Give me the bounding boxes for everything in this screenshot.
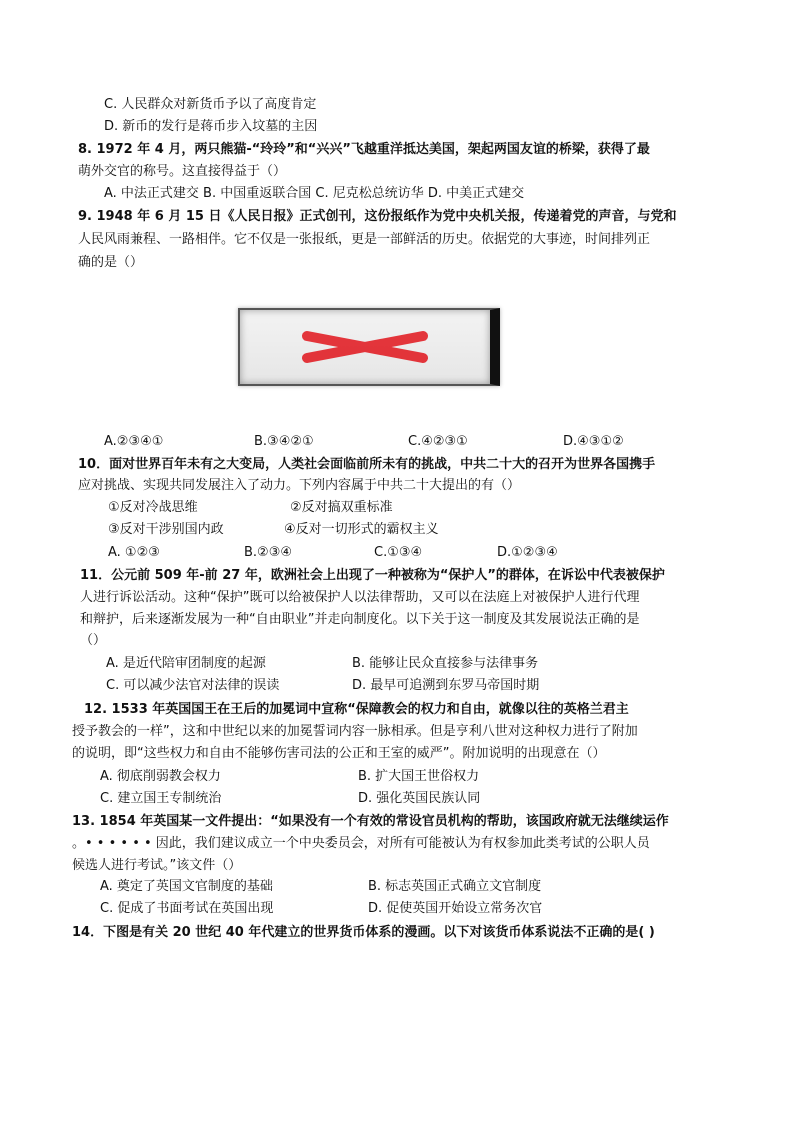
q11-stem-line1: 11．公元前 509 年-前 27 年，欧洲社会上出现了一种被称为“保护人”的群体，在诉讼中代表被保护 [80, 568, 665, 583]
q11-option-c: C. 可以减少法官对法律的误读 [106, 678, 280, 693]
q11-option-d: D. 最早可追溯到东罗马帝国时期 [352, 678, 540, 693]
q10-option-c: C.①③④ [374, 545, 423, 560]
q9-stem-line1: 9. 1948 年 6 月 15 日《人民日报》正式创刊，这份报纸作为党中央机关报，传递着党的声音，与党和 [78, 209, 677, 224]
q8-options: A. 中法正式建交 B. 中国重返联合国 C. 尼克松总统访华 D. 中美正式建交 [104, 186, 525, 201]
q8-stem-line2: 萌外交官的称号。这直接得益于（） [78, 164, 287, 179]
q13-option-d: D. 促使英国开始设立常务次官 [368, 901, 543, 916]
q11-stem-line3: 和辩护，后来逐渐发展为一种“自由职业”并走向制度化。以下关于这一制度及其发展说法正确的是 [80, 612, 640, 627]
q14-stem-line1: 14．下图是有关 20 世纪 40 年代建立的世界货币体系的漫画。以下对该货币体系说法不正确的是( ) [72, 925, 655, 940]
q12-option-d: D. 强化英国民族认同 [358, 791, 481, 806]
q9-stem-line3: 确的是（） [78, 255, 144, 270]
q11-stem-line2: 人进行诉讼活动。这种“保护”既可以给被保护人以法律帮助，又可以在法庭上对被保护人进行代理 [80, 590, 640, 605]
q9-option-a: A.②③④① [104, 434, 164, 449]
q10-item-2: ②反对搞双重标准 [290, 500, 393, 515]
q9-option-c: C.④②③① [408, 434, 468, 449]
q10-stem-line1: 10．面对世界百年未有之大变局，人类社会面临前所未有的挑战，中共二十大的召开为世界各国携手 [78, 457, 656, 472]
q13-option-c: C. 促成了书面考试在英国出现 [100, 901, 274, 916]
q13-stem-line1: 13. 1854 年英国某一文件提出：“如果没有一个有效的常设官员机构的帮助，该国政府就无法继续运作 [72, 814, 669, 829]
q11-stem-line4: （） [80, 633, 107, 648]
q12-stem-line2: 授予教会的一样”，这和中世纪以来的加冕誓词内容一脉相承。但是亨利八世对这种权力进行了附加 [72, 724, 638, 739]
q13-option-b: B. 标志英国正式确立文官制度 [368, 879, 542, 894]
q13-stem-line3: 候选人进行考试。”该文件（） [72, 858, 242, 873]
q10-item-3: ③反对干涉别国内政 [108, 522, 224, 537]
q10-option-a: A. ①②③ [108, 545, 160, 560]
broken-image-icon [301, 330, 429, 364]
q9-option-b: B.③④②① [254, 434, 314, 449]
q10-stem-line2: 应对挑战、实现共同发展注入了动力。下列内容属于中共二十大提出的有（） [78, 478, 521, 493]
q10-item-1: ①反对冷战思维 [108, 500, 198, 515]
q12-stem-line3: 的说明，即“这些权力和自由不能够伤害司法的公正和王室的威严”。附加说明的出现意在（） [72, 746, 606, 761]
q10-item-4: ④反对一切形式的霸权主义 [284, 522, 439, 537]
broken-image-placeholder [238, 308, 500, 386]
q13-stem-line2: 。• • • • • • 因此，我们建议成立一个中央委员会，对所有可能被认为有权参加此类考试的公职人员 [72, 836, 650, 851]
q12-option-b: B. 扩大国王世俗权力 [358, 769, 480, 784]
q13-option-a: A. 奠定了英国文官制度的基础 [100, 879, 273, 894]
q7-option-c: C. 人民群众对新货币予以了高度肯定 [104, 97, 317, 112]
q11-option-b: B. 能够让民众直接参与法律事务 [352, 656, 539, 671]
q12-stem-line1: 12. 1533 年英国国王在王后的加冕词中宣称“保障教会的权力和自由，就像以往的英格兰君主 [84, 702, 629, 717]
q12-option-c: C. 建立国王专制统治 [100, 791, 222, 806]
q10-option-d: D.①②③④ [497, 545, 558, 560]
q8-stem-line1: 8. 1972 年 4 月，两只熊猫-“玲玲”和“兴兴”飞越重洋抵达美国，架起两国友谊的桥梁，获得了最 [78, 142, 650, 157]
q11-option-a: A. 是近代陪审团制度的起源 [106, 656, 266, 671]
q12-option-a: A. 彻底削弱教会权力 [100, 769, 221, 784]
q7-option-d: D. 新币的发行是蒋币步入坟墓的主因 [104, 119, 318, 134]
q9-stem-line2: 人民风雨兼程、一路相伴。它不仅是一张报纸，更是一部鲜活的历史。依据党的大事迹，时间排列正 [78, 232, 651, 247]
q9-option-d: D.④③①② [563, 434, 624, 449]
q10-option-b: B.②③④ [244, 545, 293, 560]
